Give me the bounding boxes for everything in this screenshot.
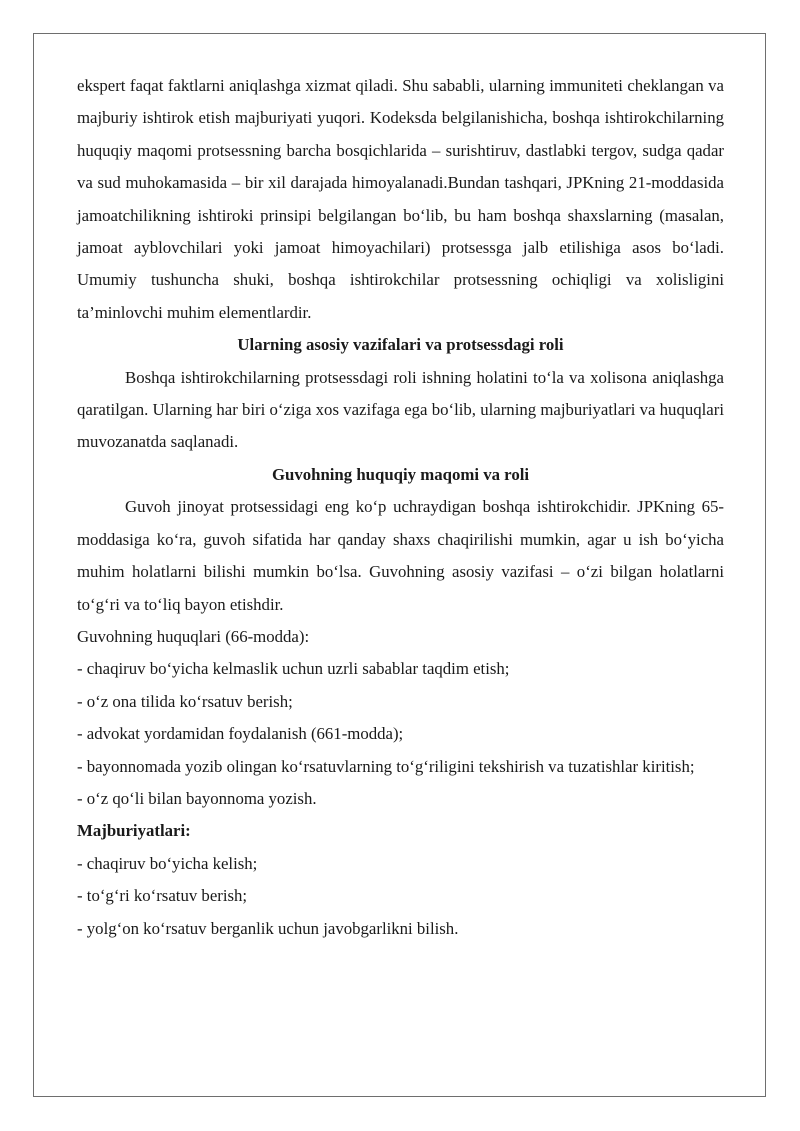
body-paragraph-2: Boshqa ishtirokchilarning protsessdagi roli ishning holatini to‘la va xolisona aniqlashga qaratilgan. Ularning har biri o‘ziga xos vazifaga ega bo‘lib, ularning majburiyatlari va huquqlari muvozanatda saqlanadi. bbox=[77, 367, 724, 452]
rights-list-item: - o‘z ona tilida ko‘rsatuv berish; bbox=[77, 691, 293, 711]
section-heading-witness: Guvohning huquqiy maqomi va roli bbox=[271, 464, 530, 484]
duties-list-item: - yolg‘on ko‘rsatuv berganlik uchun javobgarlikni bilish. bbox=[77, 918, 459, 938]
rights-list-item: - chaqiruv bo‘yicha kelmaslik uchun uzrli sabablar taqdim etish; bbox=[77, 659, 510, 679]
document-body bbox=[77, 70, 724, 945]
rights-list-item: - bayonnomada yozib olingan ko‘rsatuvlarning to‘g‘riligini tekshirish va tuzatishlar kiritish; bbox=[77, 756, 695, 776]
body-paragraph-3: Guvoh jinoyat protsessidagi eng ko‘p uchraydigan boshqa ishtirokchidir. JPKning 65-moddasiga ko‘ra, guvoh sifatida har qanday shaxs chaqirilishi mumkin, agar u ish bo‘yicha muhim holatlarni bilishi mumkin bo‘lsa. Guvohning asosiy vazifasi – o‘zi bilgan holatlarni to‘g‘ri va to‘liq bayon etishdir. bbox=[77, 497, 724, 614]
body-paragraph-1: ekspert faqat faktlarni aniqlashga xizmat qiladi. Shu sababli, ularning immuniteti cheklangan va majburiy ishtirok etish majburiyati yuqori. Kodeksda belgilanishicha, boshqa ishtirokchilarning huquqiy maqomi protsessning barcha bosqichlarida – surishtiruv, dastlabki tergov, sudga qadar va sud muhokamasida – bir xil darajada himoyalanadi.Bundan tashqari, JPKning 21-moddasida jamoatchilikning ishtiroki prinsipi belgilangan bo‘lib, bu ham boshqa shaxslarning (masalan, jamoat ayblovchilari yoki jamoat himoyachilari) protsessga jalb etilishiga asos bo‘ladi. Umumiy tushuncha shuki, boshqa ishtirokchilar protsessning ochiqligi va xolisligini ta’minlovchi muhim elementlardir. bbox=[77, 76, 724, 322]
duties-label: Majburiyatlari: bbox=[77, 821, 191, 841]
rights-list-item: - o‘z qo‘li bilan bayonnoma yozish. bbox=[77, 788, 317, 808]
rights-label: Guvohning huquqlari (66-modda): bbox=[77, 626, 310, 646]
section-heading-roles: Ularning asosiy vazifalari va protsessdagi roli bbox=[237, 335, 564, 355]
rights-list-item: - advokat yordamidan foydalanish (661-modda); bbox=[77, 724, 404, 744]
duties-list-item: - to‘g‘ri ko‘rsatuv berish; bbox=[77, 886, 248, 906]
duties-list-item: - chaqiruv bo‘yicha kelish; bbox=[77, 853, 258, 873]
